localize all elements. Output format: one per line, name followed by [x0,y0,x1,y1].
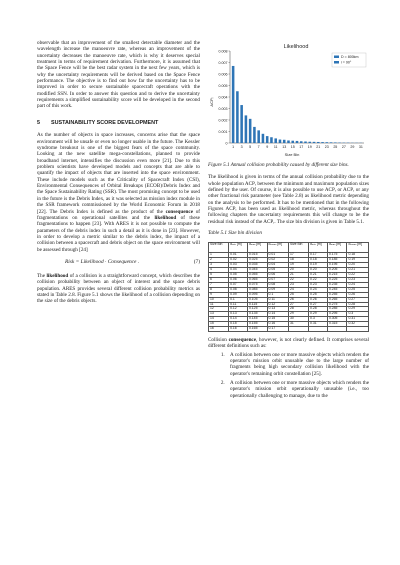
table-cell: 0.19 [309,263,328,268]
table-cell: 0.14 [267,312,288,317]
x-tick-label: 27 [341,145,346,149]
table-cell: 0.20 [309,268,328,273]
y-tick-label: 0.002 [218,118,228,123]
table-cell: 0.25 [347,287,369,292]
paragraph: observable that an improvement of the smallest detectable diameter and the wavelength increase the manoeuvre rate, whereas an improvement of the uncertainty decreases the manoeuvre rate, which is why it deserves special treatment in terms of requirement derivation. Furthermore, it is assumed that the Space Fence will be the best radar system in the next few years, which is why the uncertainty requirements will be derived based on the Space Fence performance. The objective is to find out how far the uncertainty has to be improved in order to secure sustainable spacecraft operations with the modified SSN. In order to answer this question and to derive the uncertainty requirements a simplified sustainability score will be developed in the second part of this work. [37,40,200,110]
chart-bar [308,142,311,143]
table-cell: 2 [209,258,229,263]
table-cell: 0.245 [327,287,347,292]
x-tick-label: 9 [266,145,269,149]
chart-title: Likelihood [283,44,309,50]
table-cell: 0.08 [229,287,248,292]
table-cell [309,327,328,332]
chart-bar [334,142,337,143]
table-cell: 0.035 [247,263,267,268]
likelihood-chart [208,40,369,158]
table-cell: 0.09 [267,287,288,292]
y-tick-label: 0.003 [218,106,228,111]
table-cell: 0.175 [327,253,347,258]
table-cell: 0.295 [327,312,347,317]
table-cell: 7 [209,282,229,287]
table-cell: 0.15 [267,317,288,322]
table-cell: 0.27 [347,297,369,302]
table-cell: 0.06 [229,277,248,282]
table-cell: 0.08 [267,282,288,287]
table-cell: 26 [288,297,308,302]
chart-bar [270,137,273,143]
table-cell: 0.185 [327,258,347,263]
x-tick-label: 11 [273,145,278,149]
table-caption: Table 5.1 Size bin division [208,230,262,237]
table-cell: 27 [288,302,308,307]
table-cell: 0.14 [229,317,248,322]
table-cell: 0.24 [309,287,328,292]
y-tick-label: 0 [225,141,228,146]
table-header-cell: dₘᵢₙ [m] [229,243,248,253]
chart-bar [291,141,294,143]
table-row [209,327,369,332]
table-cell: 0.15 [229,322,248,327]
table-cell: 0.16 [229,327,248,332]
table-cell: 0.155 [247,322,267,327]
text-span: of a collision is a straightforward concept, which describes the collision probability between an object of interest and the space debris population. ARES provides several different collision probability metrics as stated in Table 2.8. Figure 5.1 shows the likelihood of a collision depending on the size of the debris objects. [37,272,200,305]
x-tick-label: 17 [299,145,304,149]
table-cell: 14 [209,317,229,322]
section-number: 5 [37,119,40,126]
table-cell: 23 [288,282,308,287]
table-cell: 0.24 [347,282,369,287]
equation-body: Risk = Likelihood · Consequence . [65,258,140,265]
table-cell: 0.235 [327,282,347,287]
table-cell: 0.29 [309,312,328,317]
table-cell: 0.265 [327,297,347,302]
table-cell: 0.095 [247,292,267,297]
chart-bar [287,140,290,143]
table-cell: 0.20 [347,263,369,268]
x-tick-label: 5 [249,145,252,149]
table-cell: 0.015 [247,253,267,258]
table-cell: 0.145 [247,317,267,322]
table-cell: 0.13 [267,307,288,312]
list-item: 2. A collision between one or more massive objects which renders the operator's mission orbit operationally unusable (i.e., too operationally challenging to manage, due to the [226,380,369,399]
x-tick-label: 3 [240,145,243,149]
y-tick-label: 0.007 [218,60,228,65]
text-span: Collision [208,336,227,343]
table-cell: 0.125 [247,307,267,312]
chart-svg [208,40,369,158]
equation-number: (7) [193,258,200,265]
table-cell: 25 [288,292,308,297]
chart-bars [232,66,362,143]
table-cell: 4 [209,268,229,273]
term-likelihood: likelihood [46,272,69,279]
table-cell: 0.18 [309,258,328,263]
equation [37,259,200,265]
legend-entry: D = 800km [341,55,359,59]
table-cell: 0.25 [309,292,328,297]
table-cell: 0.3 [347,312,369,317]
list-item: 1. A collision between one or more massive objects which renders the operator's mission orbit unusable due to the large number of fragments being high secondary collision likelihood with the operator's remaining orbit constellation [25]. [226,352,369,377]
chart-bar [240,105,243,143]
table-cell: 9 [209,292,229,297]
table-cell: 0.27 [309,302,328,307]
table-header-cell: dₘₑₐₙ [m] [347,243,369,253]
legend-swatch [334,56,339,59]
section-title: SUSTAINABILITY SCORE DEVELOPMENT [51,119,159,126]
paragraph [208,337,369,350]
table-cell: 3 [209,263,229,268]
table-cell: 0.065 [247,277,267,282]
term-likelihood: likelihood [154,214,177,221]
table-cell: 28 [288,307,308,312]
x-axis-label: Size Bin [284,152,300,157]
text-span: , however, is not clearly defined. It comprises several different definitions such as: [208,336,369,350]
x-tick-label: 29 [350,145,355,149]
table-cell: 1 [209,253,229,258]
y-tick-label: 0.006 [218,72,228,77]
term-consequence: consequence [228,336,256,343]
table-body [209,253,369,332]
table-cell: 0.02 [229,258,248,263]
table-cell: 0.26 [309,297,328,302]
table-cell: 0.04 [229,268,248,273]
table-cell: 0.3 [309,317,328,322]
table-cell: 16 [209,327,229,332]
table-cell: 0.18 [347,253,369,258]
table-cell: 0.16 [267,322,288,327]
x-tick-label: 25 [333,145,338,149]
table-cell: 12 [209,307,229,312]
x-tick-label: 21 [316,145,321,149]
table-cell: 0.275 [327,302,347,307]
table-cell: 20 [288,268,308,273]
table-cell: 0.06 [267,273,288,278]
chart-bar [232,66,235,143]
left-column [37,40,200,305]
table-cell: 0.075 [247,282,267,287]
table-cell: 0.22 [309,277,328,282]
table-cell: 8 [209,287,229,292]
chart-bar [296,141,299,143]
table-cell: 0.12 [229,307,248,312]
table-cell: 17 [288,253,308,258]
chart-bar [257,130,260,143]
table-cell: 0.22 [347,273,369,278]
table-cell: 0.13 [229,312,248,317]
table-cell: 30 [288,317,308,322]
table-cell: 0.17 [267,327,288,332]
chart-bar [326,142,329,143]
table-cell: 0.23 [309,282,328,287]
table-cell: 0.025 [247,258,267,263]
table-cell: 0.255 [327,292,347,297]
table-cell: 0.21 [309,273,328,278]
table-cell: 0.05 [267,268,288,273]
paragraph: The likelihood is given in terms of the annual collision probability due to the whole population ACPᵣ between the minimum and maximum population sizes defined by the user. Of course, it is also possible to use ACPᵣ or ACPᵣ or any other fractional risk parameter (see Table 2.8) as likelihood metric depending on the analysis to be performed. It has to be mentioned that in the following Figures ACPᵣ has been used as likelihood metric, whereas throughout the following chapters the uncertainty requirements this will change to be the residual risk instead of the ACPᵣ. The size bin division is given in Table 5.1. [208,174,369,225]
table-cell: 0.045 [247,268,267,273]
table-cell: 0.12 [267,302,288,307]
y-tick-label: 0.005 [218,83,228,88]
x-tick-label: 7 [257,145,260,149]
chart-bar [236,91,239,143]
table-header-cell: dₘₐₓ [m] [327,243,347,253]
table-cell: 0.01 [267,253,288,258]
table-cell: 5 [209,273,229,278]
text-span: As the number of objects in space increases, concerns arise that the space environment will be unsafe or even no longer usable in the future. The Kessler syndrome breakout is one of the biggest fears of the space community. Looking at the new satellite mega-constellations, planned to provide broadband internet, intensifies the discussion even more [21]. Due to this problem scientists have developed models and concepts that are able to quantify the impact of objects that are inserted into the space environment. These include models such as the Criticality of Spacecraft Index (CSI), Environmental Consequences of Orbital Breakups (ECOB)/Debris Index and the Space Sustainability Rating (SSR). The most promising concept to be used in the future is the Debris Index, as it was selected as mission index module in the SSR framework commissioned by the World Economic Forum in 2018 [22]. The Debris Index is defined as the product of the [37,132,200,215]
chart-bar [262,134,265,143]
table-header-cell: Size Bin [209,243,229,253]
table-cell [347,327,369,332]
table-cell: 0.23 [347,277,369,282]
table-header-cell: dₘᵢₙ [m] [309,243,328,253]
table-cell: 0.19 [347,258,369,263]
x-tick-label: 15 [290,145,295,149]
table-cell: 0.05 [229,273,248,278]
table-cell: 0.02 [267,258,288,263]
table-cell: 0.315 [327,322,347,327]
table-cell: 22 [288,277,308,282]
table-cell: 0.31 [347,317,369,322]
chart-bar [279,140,282,143]
table-cell: 0.135 [247,312,267,317]
table-header-cell: Size Bin [288,243,308,253]
table-cell: 0.09 [229,292,248,297]
table-cell: 0.26 [347,292,369,297]
figure-caption: Figure 5.1 Annual collision probability caused by different size bins. [208,162,349,168]
table-header-row [209,243,369,253]
definition-list [208,352,369,399]
table-cell: 0.1 [229,297,248,302]
table-header-cell: dₘₑₐₙ [m] [267,243,288,253]
chart-legend [332,53,366,67]
chart-bar [330,142,333,143]
table-cell [288,327,308,332]
table-cell: 0.29 [347,307,369,312]
chart-bar [313,142,316,143]
chart-bar [300,141,303,143]
table-cell: 0.215 [327,273,347,278]
table-cell: 0.03 [229,263,248,268]
table-cell: 0.07 [267,277,288,282]
table-cell: 0.17 [309,253,328,258]
y-tick-label: 0.001 [218,129,228,134]
table-cell: 0.01 [229,253,248,258]
table-cell: 0.225 [327,277,347,282]
legend-entry: i = 90° [341,60,352,65]
text-span: The [37,272,45,279]
size-bin-table [208,242,369,332]
table-cell: 18 [288,258,308,263]
chart-bar [321,142,324,143]
table-cell: 0.195 [327,263,347,268]
chart-bar [245,115,248,143]
chart-bar [266,136,269,143]
table-cell: 13 [209,312,229,317]
table-cell: 0.085 [247,287,267,292]
table-cell: 0.32 [347,322,369,327]
chart-bar [253,127,256,143]
chart-bar [249,119,252,143]
y-tick-label: 0.008 [218,49,228,54]
table-cell: 0.305 [327,317,347,322]
table-cell: 0.04 [267,263,288,268]
table-cell: 10 [209,297,229,302]
table-cell: 15 [209,322,229,327]
chart-bar [304,142,307,143]
table-cell: 19 [288,263,308,268]
term-consequence: consequence [165,208,193,215]
table-cell: 21 [288,273,308,278]
x-tick-label: 1 [232,145,235,149]
y-tick-label: 0.004 [218,95,228,100]
table-cell: 11 [209,302,229,307]
table-cell: 0.105 [247,297,267,302]
table-cell: 0.21 [347,268,369,273]
table-cell: 31 [288,322,308,327]
section-heading [37,120,200,127]
paragraph [37,273,200,305]
chart-bar [274,138,277,143]
table-cell: 0.11 [229,302,248,307]
table-cell: 0.1 [267,292,288,297]
table-cell: 0.165 [247,327,267,332]
table-cell: 0.115 [247,302,267,307]
text-span: of fragmentations on operational satellites and the [37,208,200,221]
legend-swatch [334,61,339,64]
right-column [208,40,369,402]
table-cell: 6 [209,277,229,282]
chart-bar [283,140,286,143]
table-cell: 24 [288,287,308,292]
x-tick-label: 31 [358,145,363,149]
table-cell: 0.205 [327,268,347,273]
y-axis-label: ACPᵣ [209,97,214,107]
text-span: of these fragmentations to happen [23]. With ARES it is not possible to compute the parameters of the debris index in such a detail as it is done in [23]. However, in order to develop a metric similar to the debris index, the impact of a collision between a spacecraft and debris object on the space environment will be assessed through [24] [37,214,200,253]
table-cell: 29 [288,312,308,317]
table-cell: 0.055 [247,273,267,278]
x-tick-label: 23 [324,145,329,149]
table-cell: 0.28 [347,302,369,307]
chart-bar [317,142,320,143]
table-cell: 0.11 [267,297,288,302]
table-cell: 0.285 [327,307,347,312]
x-tick-label: 19 [307,145,312,149]
table-cell: 0.28 [309,307,328,312]
table-cell: 0.31 [309,322,328,327]
table-cell: 0.07 [229,282,248,287]
table-header-cell: dₘₐₓ [m] [247,243,267,253]
paragraph [37,132,200,253]
table-cell [327,327,347,332]
x-tick-label: 13 [282,145,287,149]
